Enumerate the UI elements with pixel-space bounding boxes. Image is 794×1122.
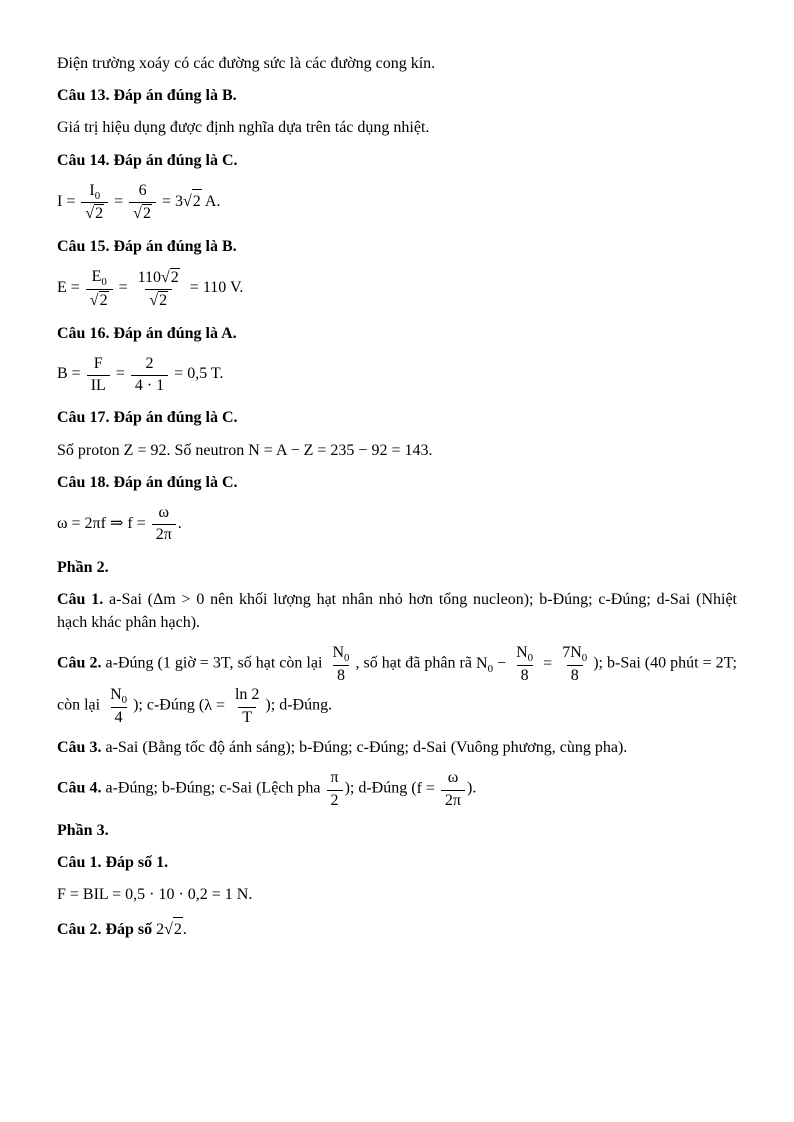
fraction-numerator	[558, 643, 591, 664]
fraction-numerator	[106, 685, 131, 706]
bold-text-run: Câu 16. Đáp án đúng là A.	[57, 324, 237, 342]
text-run: a-Đúng; b-Đúng; c-Sai (Lệch pha	[101, 779, 325, 797]
paragraph	[57, 406, 737, 429]
paragraph	[57, 736, 737, 759]
math-text: 8	[336, 666, 345, 684]
math-text: =	[539, 654, 557, 672]
fraction	[558, 643, 591, 685]
text-run: Số proton Z = 92. Số neutron N = A − Z = 235 − 92 = 143.	[57, 441, 433, 459]
fraction-numerator	[512, 643, 537, 664]
bold-text-run: Câu 13. Đáp án đúng là B.	[57, 87, 237, 105]
paragraph	[57, 354, 737, 396]
text-run: ); b-Sai (40 phút = 2T; còn lại	[57, 654, 741, 714]
fraction-denominator	[145, 289, 172, 310]
text-run: ); d-Đúng.	[265, 696, 333, 714]
math-text: =	[111, 365, 129, 383]
fraction-denominator	[111, 707, 127, 727]
radical-icon: √	[89, 291, 99, 309]
subscript: 0	[487, 663, 494, 676]
paragraph	[57, 149, 737, 172]
paragraph	[57, 322, 737, 345]
math-text: I =	[57, 192, 80, 210]
math-text: T	[242, 708, 253, 726]
math-text: 2	[156, 921, 165, 939]
fraction-numerator	[328, 643, 353, 664]
fraction	[327, 768, 343, 810]
paragraph	[57, 235, 737, 258]
math-text: 4 · 1	[134, 377, 165, 395]
paragraph	[57, 819, 737, 842]
fraction-numerator	[154, 503, 173, 524]
fraction	[134, 267, 184, 311]
text-run: ).	[467, 779, 477, 797]
fraction-denominator	[517, 665, 533, 685]
fraction-denominator	[238, 707, 256, 727]
paragraph	[57, 267, 737, 311]
subscript: 0	[101, 276, 107, 289]
bold-text-run: Phần 3.	[57, 821, 109, 839]
fraction-numerator	[142, 354, 158, 375]
math-text: ln 2	[234, 686, 260, 704]
fraction-numerator	[327, 768, 343, 789]
radical-icon: √	[85, 205, 95, 223]
fraction-denominator	[86, 289, 113, 310]
fraction	[512, 643, 537, 685]
fraction	[129, 181, 156, 224]
square-root	[164, 917, 183, 941]
fraction	[152, 503, 176, 545]
math-text: B =	[57, 365, 85, 383]
paragraph	[57, 851, 737, 874]
math-text: 7	[562, 644, 571, 662]
math-subscripted-symbol: $E_0$	[91, 268, 107, 289]
paragraph	[57, 84, 737, 107]
bold-text-run: Phần 2.	[57, 558, 109, 576]
paragraph	[57, 439, 737, 462]
math-text: F = BIL = 0,5 · 10 · 0,2 = 1 N.	[57, 886, 253, 904]
bold-text-run: Câu 1. Đáp số 1.	[57, 854, 169, 872]
fraction-denominator	[567, 665, 583, 685]
square-root	[90, 291, 109, 310]
math-text: −	[493, 654, 511, 672]
math-text: 4	[114, 708, 123, 726]
fraction	[441, 768, 465, 810]
bold-text-run: Câu 17. Đáp án đúng là C.	[57, 409, 238, 427]
fraction-denominator	[129, 202, 156, 223]
math-text: λ =	[204, 696, 229, 714]
text-run: ); d-Đúng (	[344, 779, 417, 797]
math-text: ω	[447, 769, 459, 787]
fraction-numerator	[231, 685, 263, 706]
fraction-denominator	[152, 524, 176, 544]
math-text: =	[114, 279, 132, 297]
math-text: F	[93, 354, 103, 372]
radicand: 2	[173, 917, 183, 941]
fraction-denominator	[333, 665, 349, 685]
math-subscripted-symbol: $I_0$	[89, 181, 101, 202]
fraction	[131, 354, 168, 396]
math-text: 2	[145, 354, 154, 372]
fraction-numerator	[134, 267, 184, 289]
paragraph	[57, 181, 737, 224]
document-content	[57, 52, 741, 942]
subscript: 0	[527, 652, 534, 665]
math-text: E =	[57, 279, 84, 297]
math-text: ω = 2πf ⇒ f =	[57, 514, 150, 532]
bold-text-run: Câu 2. Đáp số	[57, 921, 157, 939]
subscript: 0	[121, 694, 128, 707]
text-run: a-Đúng (1 giờ = 3T, số hạt còn lại	[101, 654, 327, 672]
radicand: 2	[192, 189, 202, 213]
text-run: a-Sai (Bằng tốc độ ánh sáng); b-Đúng; c-Đúng; d-Sai (Vuông phương, cùng pha).	[101, 738, 628, 756]
fraction-numerator	[85, 181, 104, 202]
radical-icon: √	[133, 205, 142, 223]
math-subscripted-symbol: $N_0$	[476, 654, 494, 676]
fraction-denominator	[131, 375, 168, 395]
square-root	[183, 189, 202, 213]
fraction-numerator	[444, 768, 463, 789]
text-run: Giá trị hiệu dụng được định nghĩa dựa trên tác dụng nhiệt.	[57, 119, 430, 137]
math-run	[104, 686, 133, 726]
text-run: ); c-Đúng (	[133, 696, 205, 714]
bold-text-run: Câu 2.	[57, 654, 102, 672]
fraction	[87, 354, 110, 396]
paragraph	[57, 52, 737, 75]
bold-text-run: Câu 3.	[57, 738, 102, 756]
radicand: 2	[142, 205, 151, 223]
square-root	[133, 204, 152, 223]
bold-text-run: Câu 18. Đáp án đúng là C.	[57, 473, 238, 491]
fraction-numerator	[88, 267, 111, 288]
math-run	[204, 686, 265, 726]
fraction-denominator	[81, 202, 108, 223]
math-subscripted-symbol: $N_0$	[570, 644, 588, 665]
paragraph	[57, 588, 741, 634]
math-text: 6	[138, 181, 147, 199]
math-text: A.	[201, 192, 221, 210]
radical-icon: √	[182, 192, 192, 210]
math-run	[156, 921, 183, 938]
paragraph	[57, 917, 737, 941]
math-run	[57, 504, 182, 544]
paragraph	[57, 556, 737, 579]
math-text: π	[330, 769, 339, 787]
math-run	[476, 644, 593, 684]
subscript: 0	[94, 189, 101, 202]
square-root	[149, 291, 168, 310]
math-run	[326, 644, 355, 684]
text-run: , số hạt đã phân rã	[355, 654, 477, 672]
text-run: nên khối lượng hạt nhân nhỏ hơn tổng nucleon); b-Đúng; c-Đúng; d-Sai (Nhiệt hạch khác phân hạch).	[57, 591, 741, 632]
fraction-denominator	[441, 790, 465, 810]
radical-icon: √	[161, 268, 170, 286]
subscript: 0	[581, 652, 588, 665]
text-run: Điện trường xoáy có các đường sức là các đường cong kín.	[57, 55, 436, 72]
math-run	[57, 886, 252, 903]
math-text: f =	[416, 779, 439, 797]
fraction	[81, 181, 108, 224]
bold-text-run: Câu 14. Đáp án đúng là C.	[57, 151, 238, 169]
bold-text-run: Câu 4.	[57, 779, 102, 797]
text-run: a-Sai (	[103, 591, 153, 608]
math-text: = 110 V.	[185, 279, 244, 297]
math-text: IL	[90, 377, 106, 395]
math-text: 2π	[444, 791, 461, 809]
paragraph	[57, 643, 741, 727]
paragraph	[57, 768, 737, 810]
math-text: 2	[330, 791, 339, 809]
fraction	[231, 685, 263, 727]
subscript: 0	[344, 652, 350, 665]
fraction-denominator	[87, 375, 110, 395]
paragraph	[57, 503, 737, 545]
fraction-numerator	[90, 354, 107, 375]
math-text: 2π	[155, 526, 172, 544]
paragraph	[57, 883, 737, 906]
radicand: 2	[159, 292, 168, 310]
radicand: 2	[95, 205, 104, 223]
fraction-denominator	[327, 790, 343, 810]
math-subscripted-symbol: $N_0$	[516, 644, 534, 665]
fraction-numerator	[135, 181, 151, 202]
math-text: Δm > 0	[153, 591, 205, 608]
math-text: ω	[158, 504, 170, 522]
math-run	[57, 181, 221, 223]
math-text: 110	[137, 268, 162, 286]
math-text: = 3	[157, 192, 183, 210]
radicand: 2	[170, 268, 179, 286]
radicand: 2	[99, 291, 108, 309]
fraction	[106, 685, 131, 727]
radical-icon: √	[149, 292, 159, 310]
math-text: 8	[520, 666, 529, 684]
math-text: .	[177, 514, 182, 532]
paragraph	[57, 471, 737, 494]
paragraph	[57, 116, 737, 139]
math-run	[325, 769, 345, 809]
math-subscripted-symbol: $N_0$	[332, 644, 350, 665]
math-subscripted-symbol: $N_0$	[110, 686, 128, 707]
math-text: = 0,5 T.	[170, 365, 224, 383]
square-root	[161, 268, 180, 287]
math-text: =	[110, 192, 128, 210]
radical-icon: √	[164, 921, 173, 939]
bold-text-run: Câu 1.	[57, 591, 104, 608]
bold-text-run: Câu 15. Đáp án đúng là B.	[57, 237, 237, 255]
math-run	[57, 268, 244, 310]
text-run: .	[182, 921, 187, 939]
fraction	[86, 267, 113, 310]
math-run	[153, 591, 204, 608]
math-text: 8	[570, 666, 579, 684]
square-root	[85, 204, 104, 223]
fraction	[328, 643, 353, 685]
